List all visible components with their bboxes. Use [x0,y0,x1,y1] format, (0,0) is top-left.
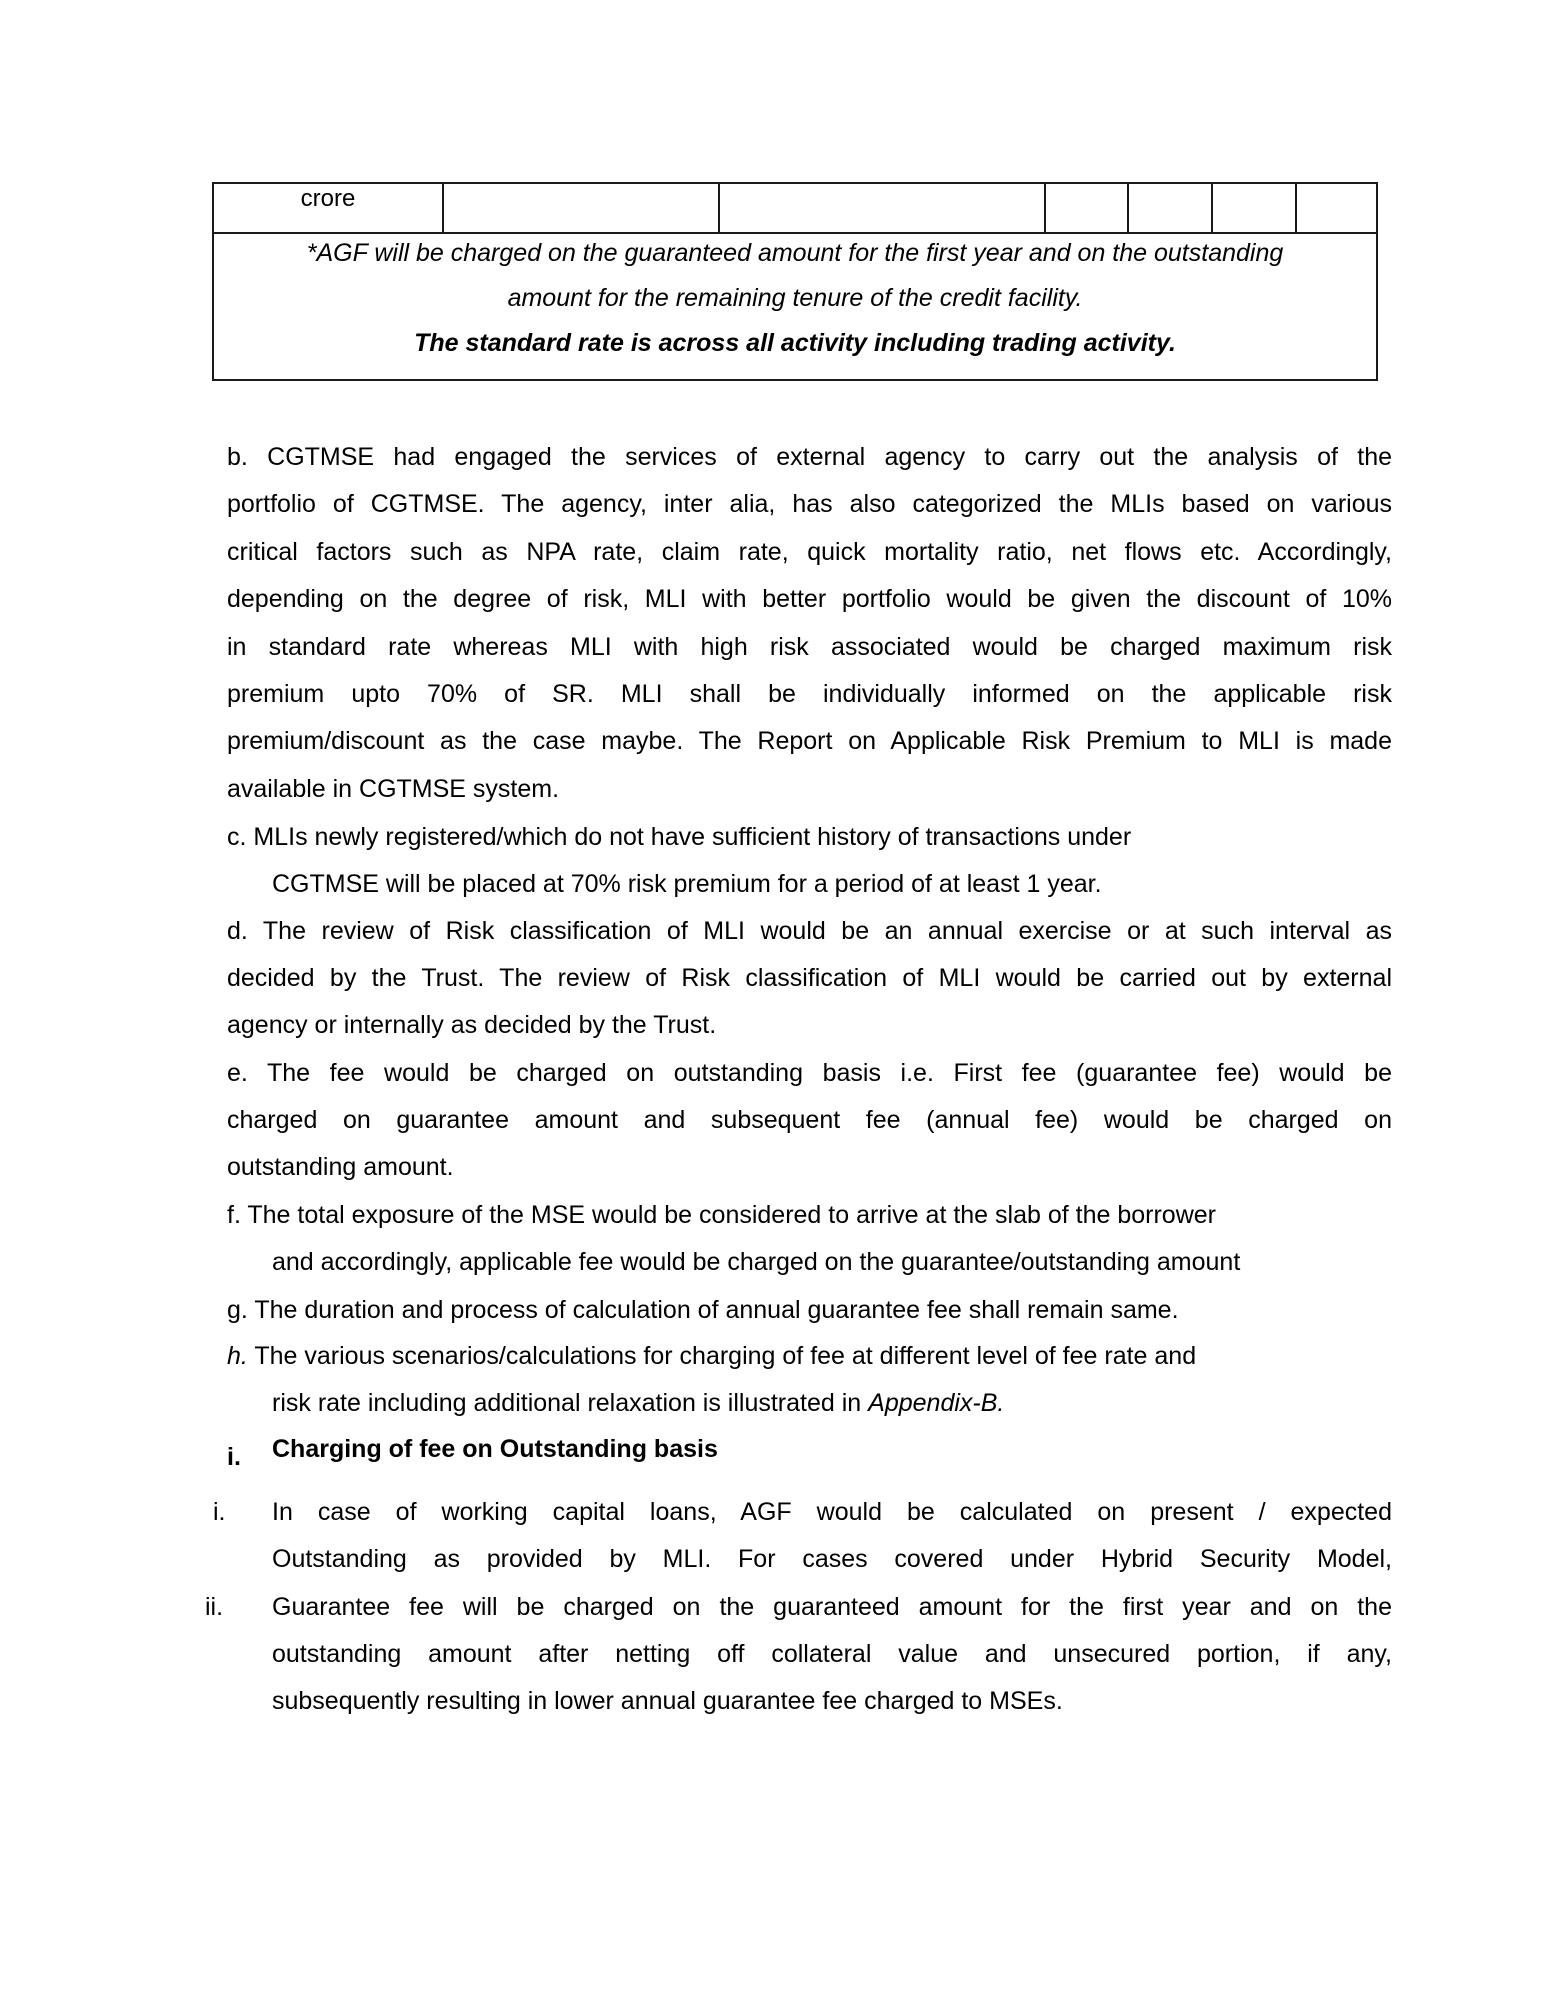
table-cell [1297,184,1376,232]
table-cell [1046,184,1129,232]
text-line: and accordingly, applicable fee would be charged on the guarantee/outstanding amount [272,1248,1241,1276]
list-marker: h. [227,1342,248,1370]
table-cell [1129,184,1213,232]
text-span: risk rate including additional relaxation is illustrated in [272,1389,869,1417]
footnote-emphasis: The standard rate is across all activity including trading activity. [414,329,1176,357]
text-line: g. The duration and process of calculation of annual guarantee fee shall remain same. [227,1296,1179,1324]
text-line: d. The review of Risk classification of MLI would be an annual exercise or at such interval as [227,917,1392,945]
text-line: f. The total exposure of the MSE would be considered to arrive at the slab of the borrower [227,1201,1216,1229]
text-line [272,1388,1004,1418]
text-line: Guarantee fee will be charged on the guaranteed amount for the first year and on the [272,1593,1392,1621]
table-cell [1213,184,1297,232]
text-line: available in CGTMSE system. [227,775,560,803]
fee-table [212,182,1378,381]
footnote-line: amount for the remaining tenure of the credit facility. [507,284,1083,312]
list-marker: i. [213,1498,226,1526]
text-line: critical factors such as NPA rate, claim rate, quick mortality ratio, net flows etc. Accordingly, [227,538,1392,566]
text-line: depending on the degree of risk, MLI with better portfolio would be given the discount of 10% [227,585,1392,613]
text-line: subsequently resulting in lower annual guarantee fee charged to MSEs. [272,1687,1063,1715]
text-line: premium upto 70% of SR. MLI shall be individually informed on the applicable risk [227,680,1392,708]
appendix-reference: Appendix-B. [868,1389,1005,1417]
text-line: In case of working capital loans, AGF would be calculated on present / expected [272,1498,1392,1526]
text-line: premium/discount as the case maybe. The Report on Applicable Risk Premium to MLI is made [227,727,1392,755]
table-row [214,184,1376,234]
footnote-line: *AGF will be charged on the guaranteed amount for the first year and on the outstanding [306,239,1284,267]
text-line: agency or internally as decided by the Trust. [227,1011,717,1039]
list-marker: ii. [205,1593,224,1621]
text-line: decided by the Trust. The review of Risk classification of MLI would be carried out by external [227,964,1392,992]
text-line: CGTMSE will be placed at 70% risk premium for a period of at least 1 year. [272,870,1102,898]
text-line: outstanding amount after netting off collateral value and unsecured portion, if any, [272,1640,1392,1668]
section-marker: i. [227,1443,241,1471]
text-line: in standard rate whereas MLI with high risk associated would be charged maximum risk [227,633,1392,661]
text-line: portfolio of CGTMSE. The agency, inter alia, has also categorized the MLIs based on various [227,490,1392,518]
text-line: outstanding amount. [227,1153,454,1181]
table-cell [444,184,720,232]
section-heading: Charging of fee on Outstanding basis [272,1435,718,1463]
text-line: e. The fee would be charged on outstanding basis i.e. First fee (guarantee fee) would be [227,1059,1392,1087]
text-line [227,1341,1196,1371]
text-span: The various scenarios/calculations for charging of fee at different level of fee rate and [247,1342,1197,1370]
text-line: Outstanding as provided by MLI. For cases covered under Hybrid Security Model, [272,1545,1392,1573]
text-line: c. MLIs newly registered/which do not have sufficient history of transactions under [227,823,1132,851]
table-cell: crore [214,184,444,232]
text-line: b. CGTMSE had engaged the services of external agency to carry out the analysis of the [227,443,1392,471]
text-line: charged on guarantee amount and subsequent fee (annual fee) would be charged on [227,1106,1392,1134]
table-cell [720,184,1046,232]
